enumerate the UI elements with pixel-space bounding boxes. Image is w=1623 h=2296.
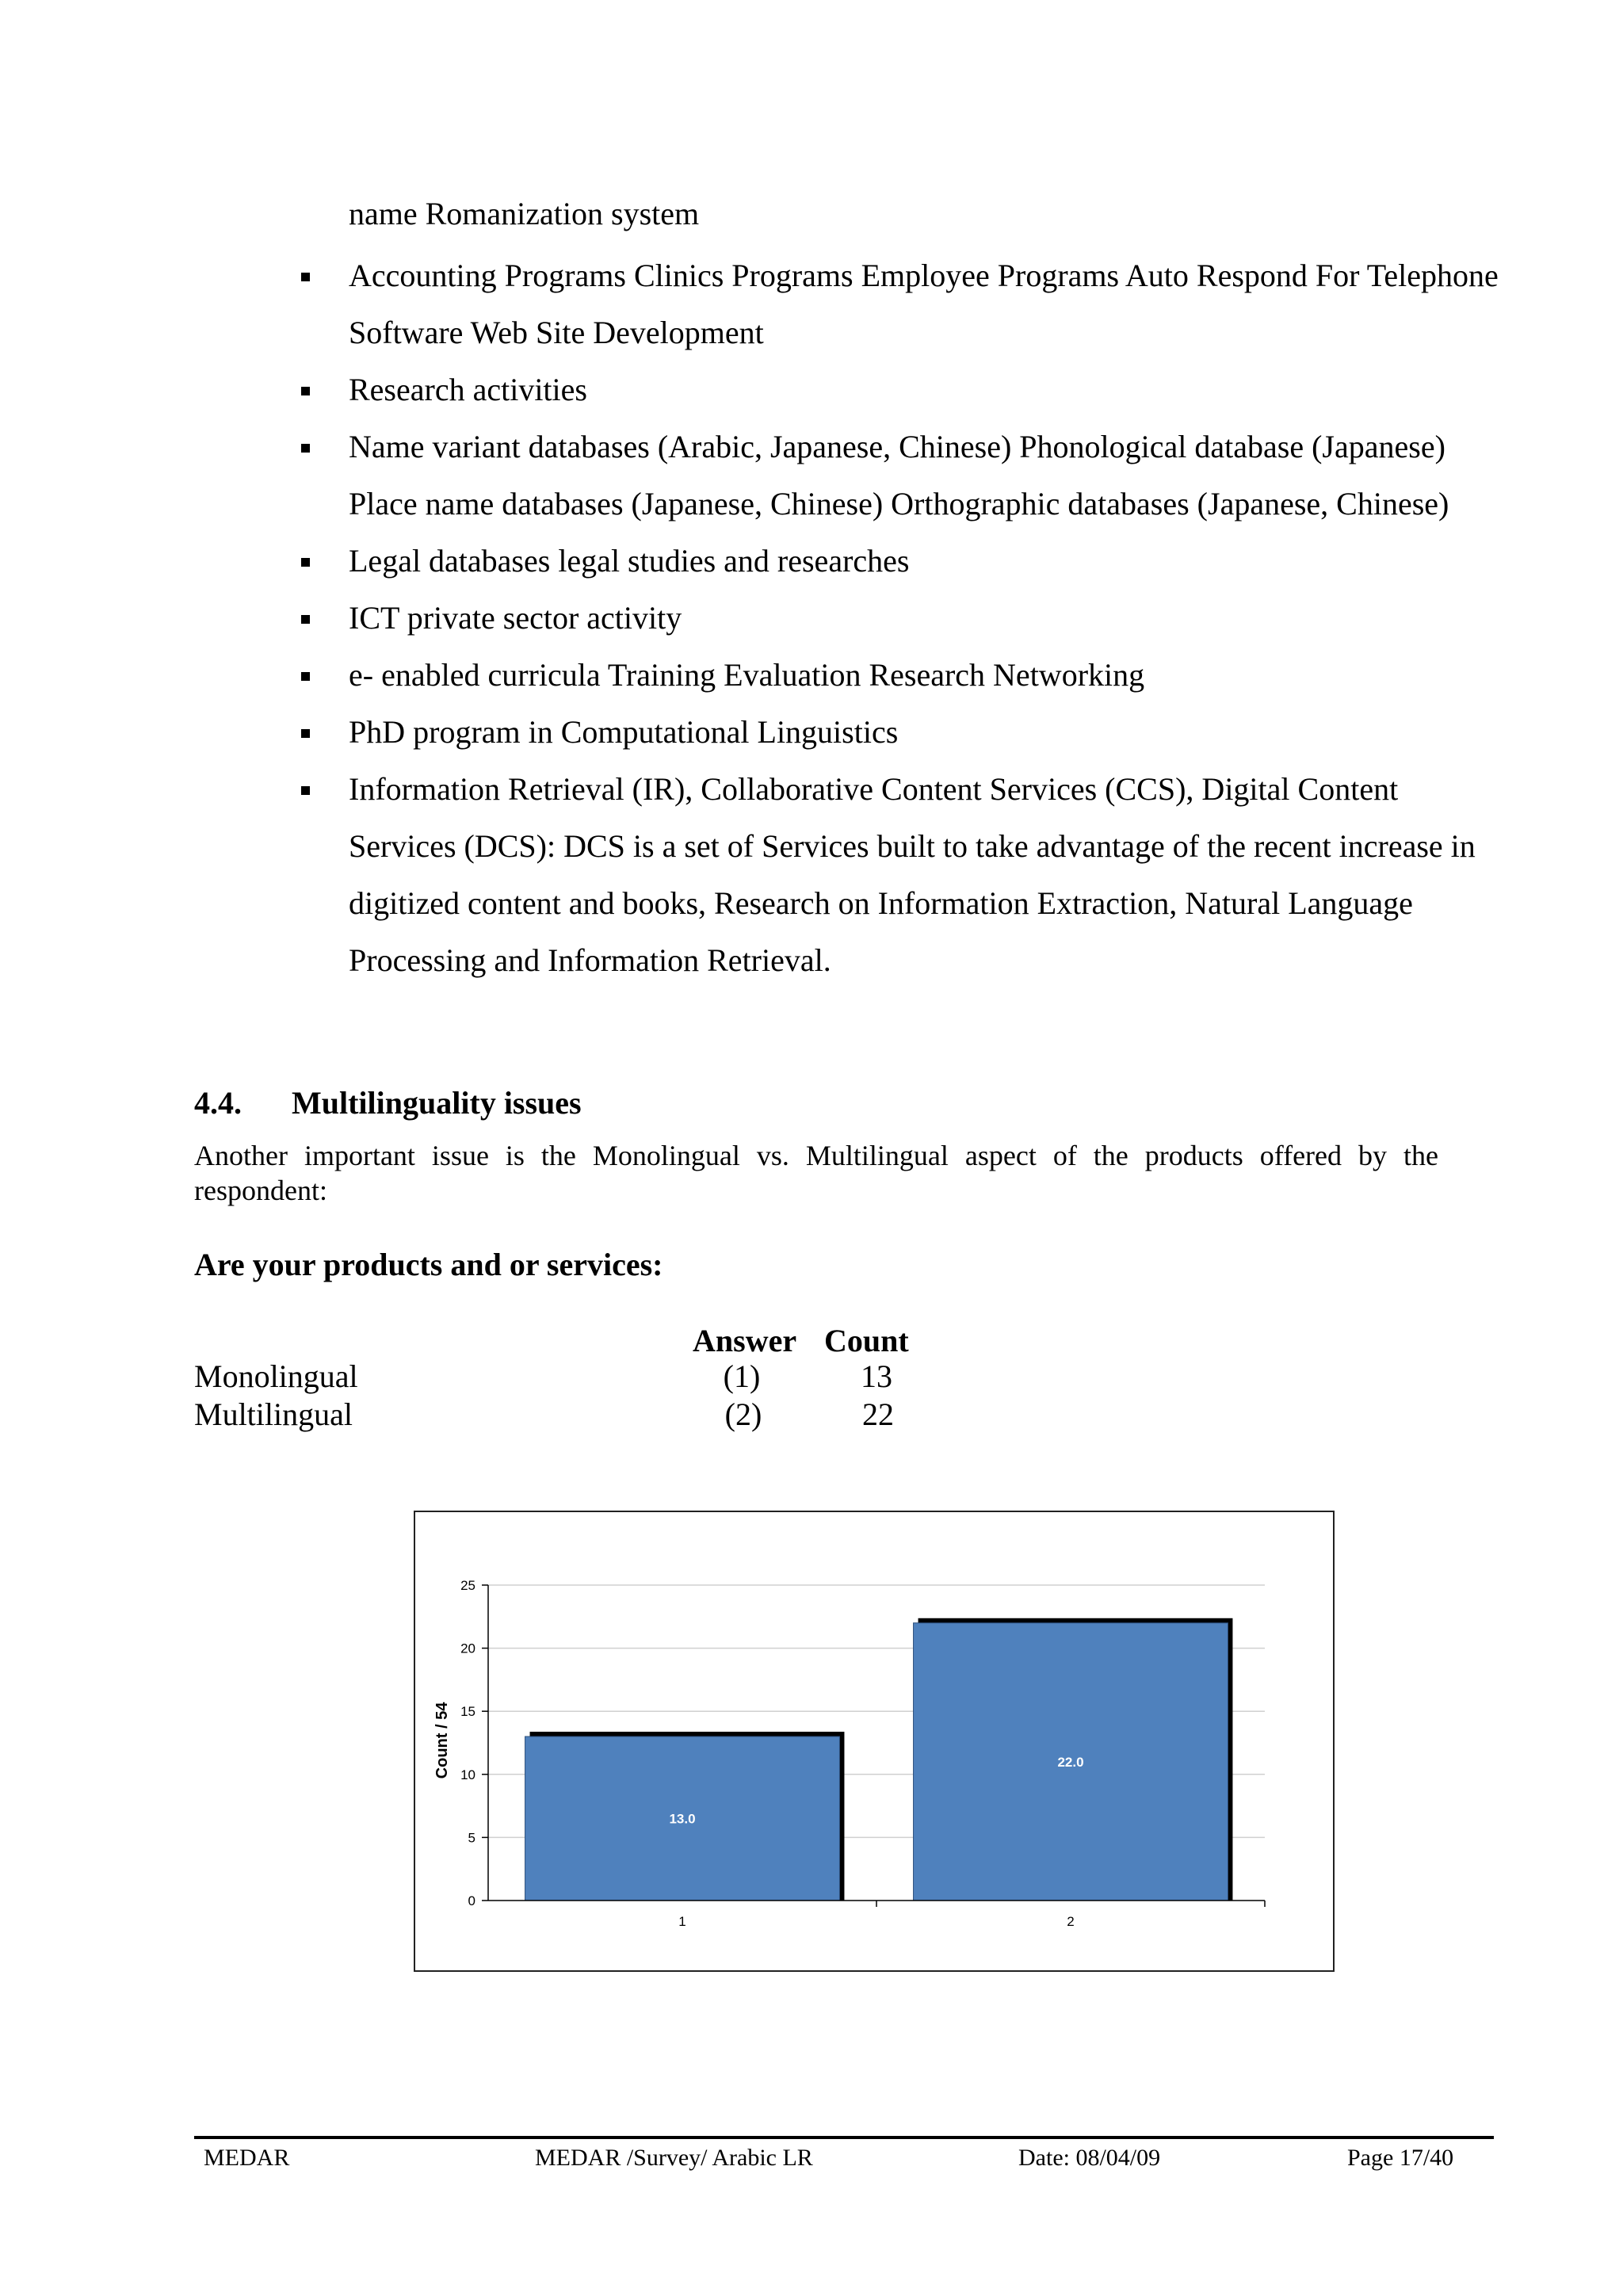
list-item — [301, 590, 1506, 647]
y-tick-label: 15 — [460, 1704, 475, 1720]
bar-data-label: 22.0 — [1057, 1754, 1084, 1770]
answer-row-label: Monolingual — [194, 1358, 358, 1394]
answer-row-code: (1) — [723, 1358, 761, 1394]
count-column-header: Count — [824, 1323, 909, 1358]
bullet-icon — [301, 704, 349, 761]
answer-row-code: (2) — [724, 1396, 762, 1432]
chart-bars — [525, 1618, 1233, 1901]
y-axis-label: Count / 54 — [433, 1702, 451, 1779]
bullet-icon — [301, 647, 349, 704]
bullet-icon — [301, 418, 349, 476]
list-item — [301, 418, 1506, 533]
list-item-text: Research activities — [349, 372, 587, 407]
list-item — [301, 361, 1506, 418]
list-item-text: Name variant databases (Arabic, Japanese, Chinese) Phonological database (Japanese) Place name databases (Japanese, Chinese) Orthographic databases (Japanese, Chinese) — [349, 429, 1449, 521]
bar-chart — [414, 1511, 1335, 1972]
bullet-icon — [301, 361, 349, 418]
list-item-text: ICT private sector activity — [349, 600, 682, 636]
y-tick-label: 10 — [460, 1767, 475, 1782]
bullet-icon — [301, 761, 349, 818]
answer-row-count: 22 — [862, 1396, 894, 1432]
bullet-icon — [301, 247, 349, 304]
list-item-text: e- enabled curricula Training Evaluation Research Networking — [349, 657, 1145, 693]
list-item — [301, 247, 1506, 361]
bullet-icon — [301, 533, 349, 590]
x-tick-label: 1 — [678, 1914, 686, 1929]
bar-data-label: 13.0 — [669, 1811, 696, 1827]
list-item-text: Legal databases legal studies and researches — [349, 543, 910, 579]
list-continuation-line: name Romanization system — [349, 196, 700, 231]
bar-chart-canvas — [415, 1512, 1333, 1970]
list-item — [301, 704, 1506, 761]
answer-column-header: Answer — [693, 1323, 797, 1358]
y-tick-label: 20 — [460, 1641, 475, 1656]
list-item — [301, 761, 1506, 989]
bullet-icon — [301, 590, 349, 647]
bullet-list — [301, 247, 1506, 989]
section-number: 4.4. — [194, 1085, 242, 1121]
list-item-text: Accounting Programs Clinics Programs Employee Programs Auto Respond For Telephone Software Web Site Development — [349, 258, 1499, 350]
answer-row-count: 13 — [861, 1358, 892, 1394]
list-item-text: PhD program in Computational Linguistics — [349, 714, 899, 750]
y-tick-label: 0 — [468, 1893, 475, 1908]
footer-date: Date: 08/04/09 — [1018, 2145, 1161, 2171]
footer-page-number: Page 17/40 — [1347, 2145, 1454, 2171]
list-item — [301, 647, 1506, 704]
y-tick-label: 25 — [460, 1578, 475, 1593]
answer-row-label: Multilingual — [194, 1396, 353, 1432]
list-item-text: Information Retrieval (IR), Collaborative Content Services (CCS), Digital Content Services (DCS): DCS is a set of Services built to take advantage of the recent increase in digitized content and books, Research on Information Extraction, Natural Language Processing and Information Retrieval. — [349, 771, 1476, 978]
x-tick-label: 2 — [1067, 1914, 1075, 1929]
survey-question: Are your products and or services: — [194, 1247, 663, 1282]
section-paragraph: Another important issue is the Monolingual vs. Multilingual aspect of the products offered by the respondent: — [194, 1140, 1438, 1206]
footer-org: MEDAR — [204, 2145, 290, 2171]
section-title: Multilinguality issues — [292, 1085, 582, 1121]
y-tick-label: 5 — [468, 1830, 475, 1846]
list-item — [301, 533, 1506, 590]
footer-divider — [194, 2136, 1494, 2139]
footer-title: MEDAR /Survey/ Arabic LR — [535, 2145, 813, 2171]
